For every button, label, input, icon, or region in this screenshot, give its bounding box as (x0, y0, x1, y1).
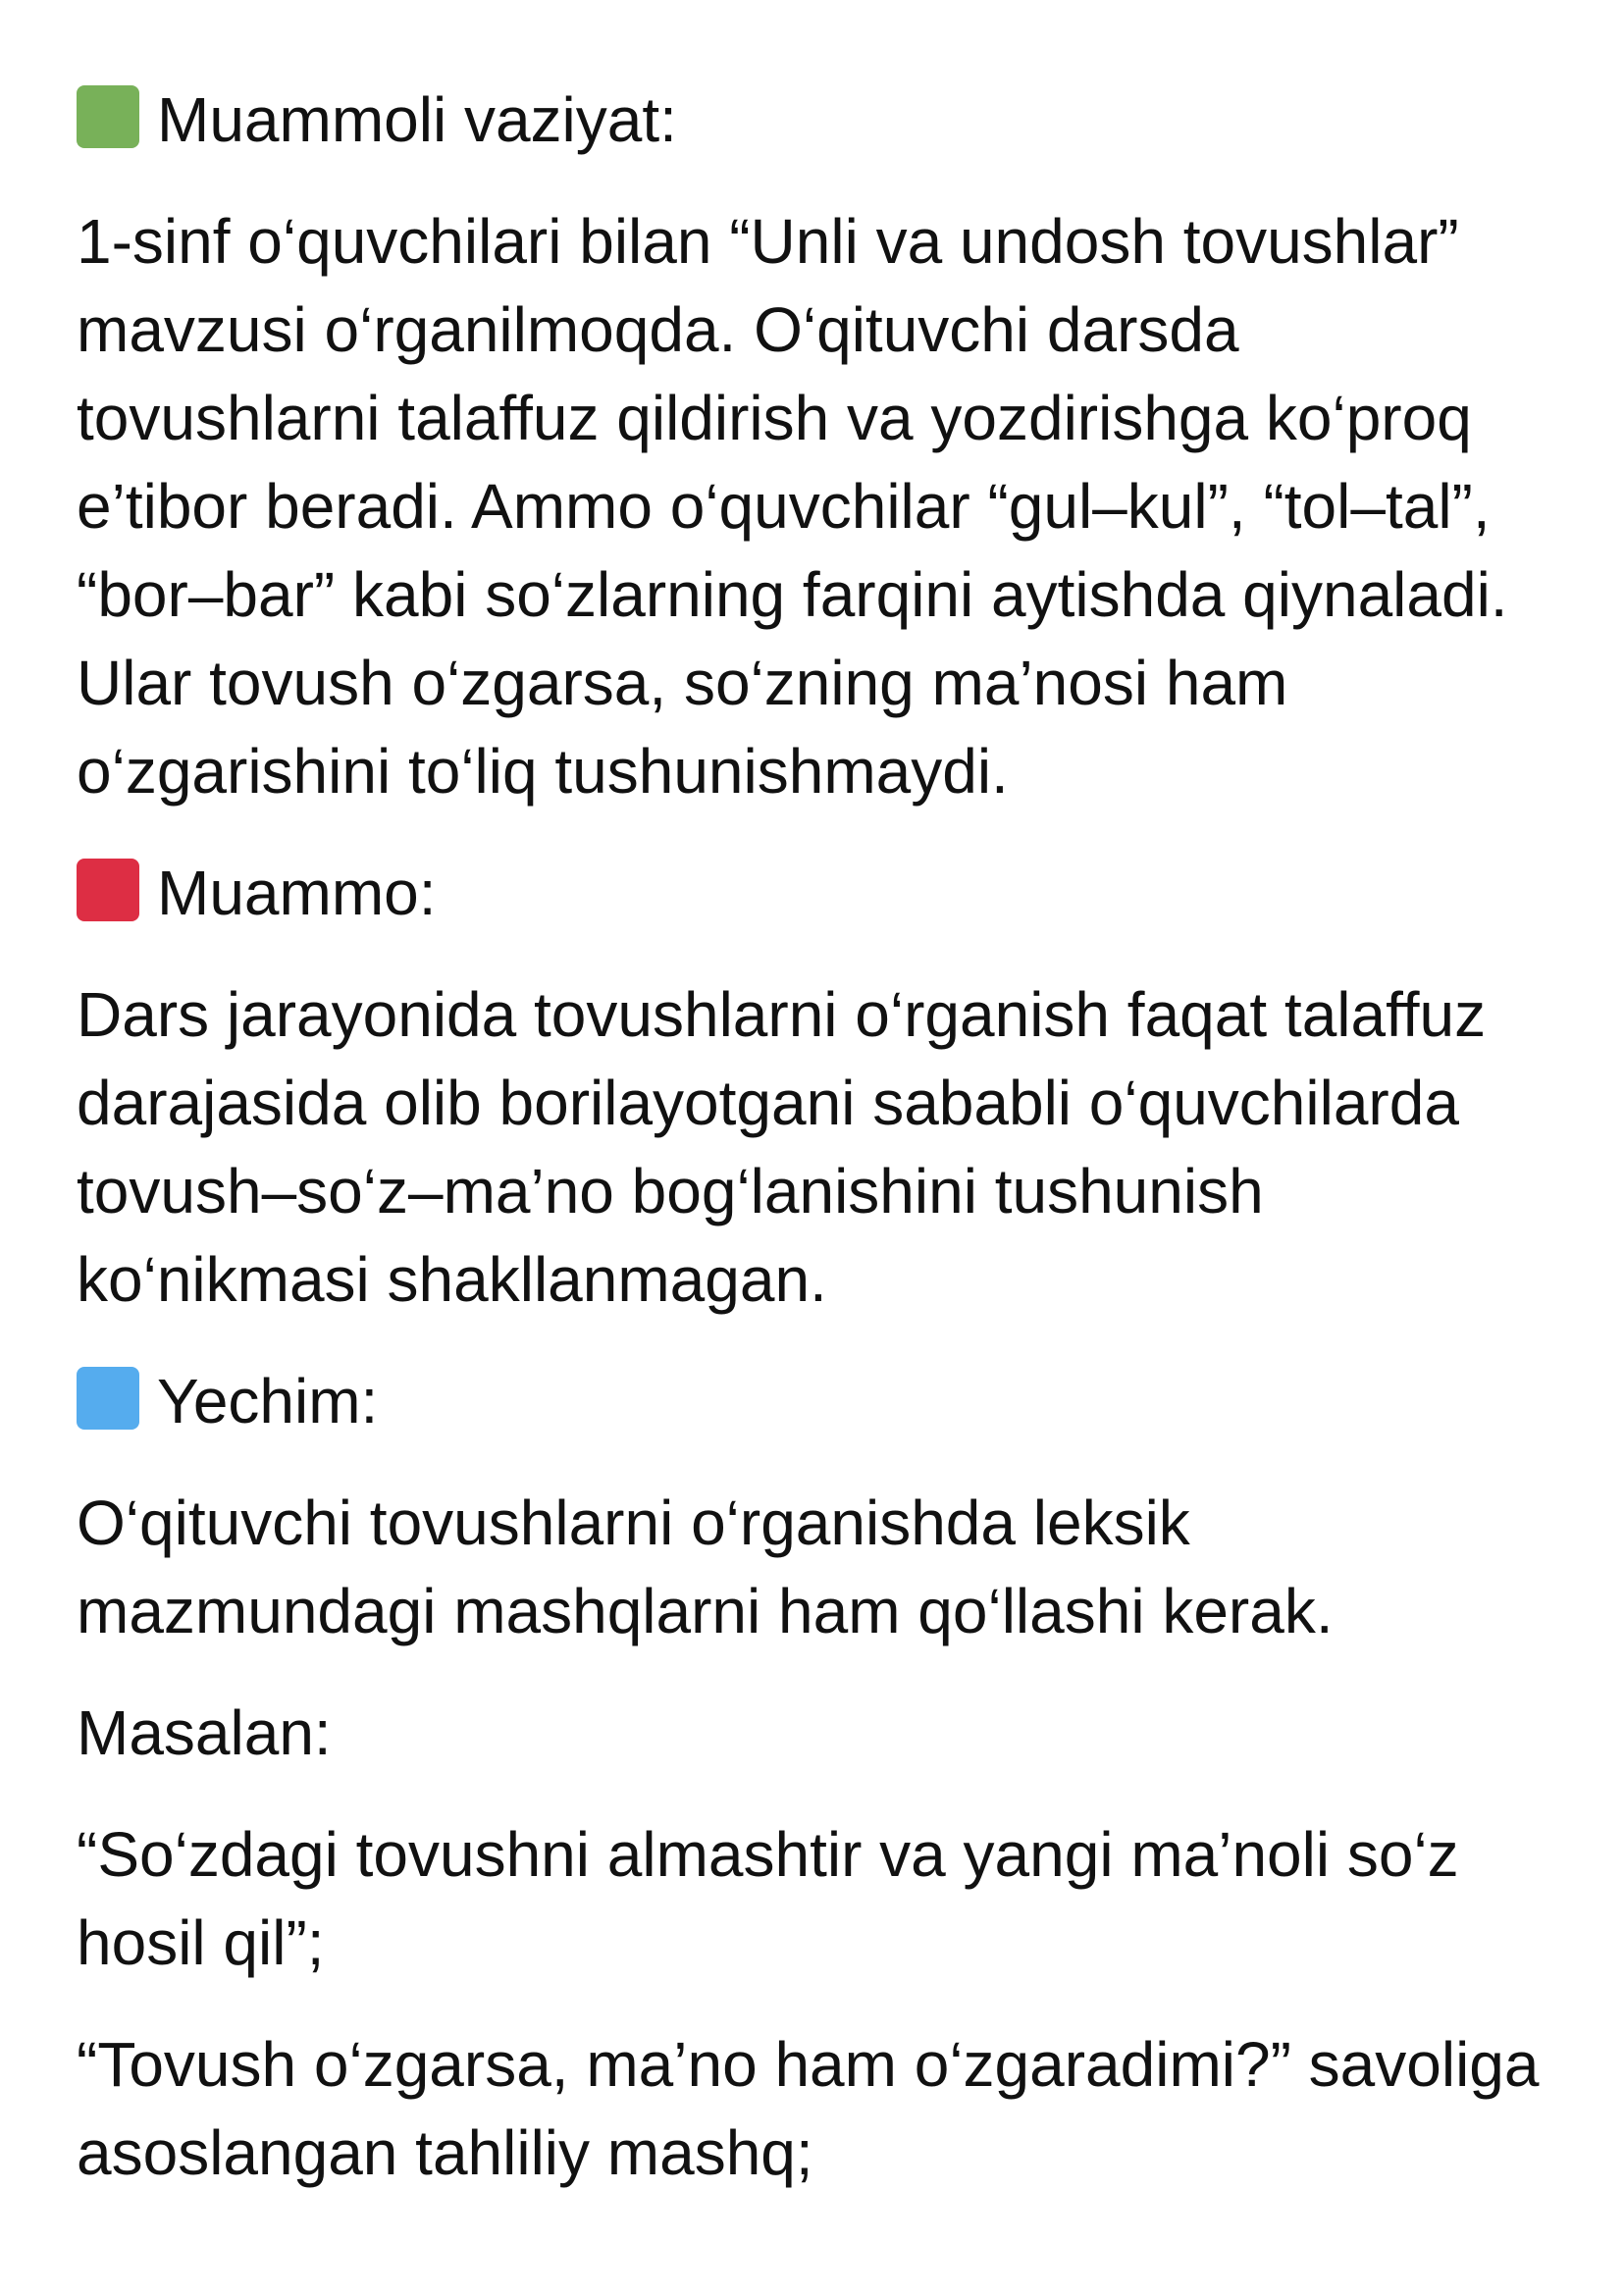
situation-line: e’tibor beradi. Ammo o‘quvchilar “gul–kul”, “tol–tal”, (77, 471, 1491, 542)
solution-heading (77, 1357, 1565, 1445)
green-square-icon (77, 85, 139, 148)
problem-line: darajasida olib borilayotgani sababli o‘quvchilarda (77, 1068, 1459, 1138)
example-item (77, 1810, 1565, 1987)
situation-heading (77, 76, 1565, 164)
example-item (77, 2020, 1565, 2197)
situation-line: tovushlarni talaffuz qildirish va yozdirishga ko‘proq (77, 383, 1472, 453)
situation-paragraph (77, 197, 1565, 815)
example-line: “So‘zdagi tovushni almashtir va yangi ma’noli so‘z (77, 1819, 1459, 1890)
blue-square-icon (77, 1367, 139, 1430)
situation-line: “bor–bar” kabi so‘zlarning farqini aytishda qiynaladi. (77, 559, 1508, 630)
situation-line: Ular tovush o‘zgarsa, so‘zning ma’nosi ham (77, 648, 1288, 718)
example-line: asoslangan tahliliy mashq; (77, 2117, 813, 2188)
example-line: hosil qil”; (77, 1907, 325, 1978)
problem-heading (77, 849, 1565, 937)
problem-paragraph (77, 970, 1565, 1324)
problem-heading-text: Muammo: (157, 858, 437, 928)
situation-line: o‘zgarishini to‘liq tushunishmaydi. (77, 736, 1009, 807)
example-label: Masalan: (77, 1697, 332, 1768)
problem-line: tovush–so‘z–ma’no bog‘lanishini tushunish (77, 1156, 1264, 1226)
solution-paragraph (77, 1479, 1565, 1655)
solution-line: O‘qituvchi tovushlarni o‘rganishda leksik (77, 1487, 1190, 1558)
solution-line: mazmundagi mashqlarni ham qo‘llashi kerak. (77, 1576, 1334, 1646)
situation-line: mavzusi o‘rganilmoqda. O‘qituvchi darsda (77, 294, 1239, 365)
situation-heading-text: Muammoli vaziyat: (157, 84, 677, 155)
red-square-icon (77, 859, 139, 921)
situation-line: 1-sinf o‘quvchilari bilan “Unli va undosh tovushlar” (77, 206, 1459, 277)
solution-heading-text: Yechim: (157, 1366, 379, 1436)
problem-line: ko‘nikmasi shakllanmagan. (77, 1244, 827, 1315)
problem-line: Dars jarayonida tovushlarni o‘rganish faqat talaffuz (77, 979, 1487, 1050)
example-line: “Tovush o‘zgarsa, ma’no ham o‘zgaradimi?” savoliga (77, 2029, 1540, 2100)
example-label-paragraph (77, 1689, 1565, 1777)
